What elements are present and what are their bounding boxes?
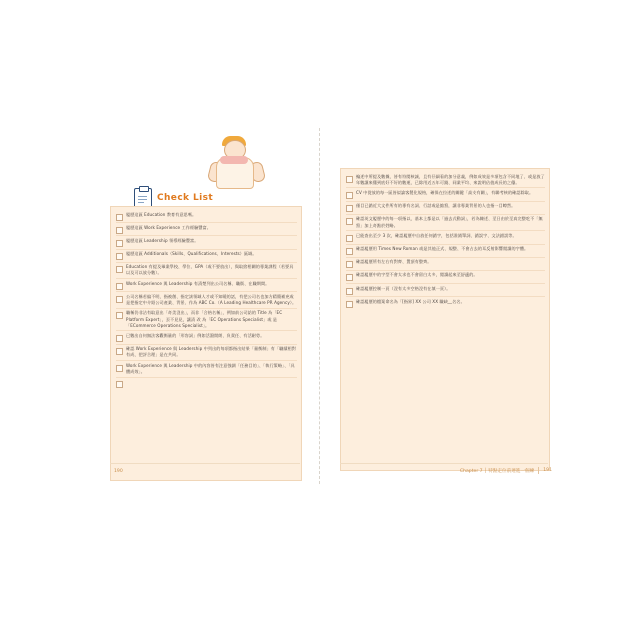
checkbox-icon[interactable] xyxy=(116,312,123,319)
right-footer-rule xyxy=(340,463,548,464)
list-item[interactable]: 確認 Work Experience 與 Leadership 中列出的每項都指出結果「量衡制」有「職績相對有成、把評合理」是在共同。 xyxy=(116,345,297,361)
list-item[interactable]: 編述中所提及數據，皆有符閱核誠，且有仔細看的加分意義，例如成效是多項包含不同地了、或是放了年數讓來懂到底好不好的數運，已除用近五年可踐、同業平均、來說明佔值成長的之優。 xyxy=(346,172,545,188)
left-page xyxy=(48,128,320,484)
illustration-scarf xyxy=(220,156,248,164)
list-item[interactable] xyxy=(116,378,297,390)
clipboard-icon xyxy=(134,188,152,208)
checkbox-icon[interactable] xyxy=(346,261,353,268)
list-item[interactable]: 確認履歷中的字型不會太求也不會留白太多，閱讀起來至舒適的。 xyxy=(346,271,545,284)
right-checklist-panel xyxy=(340,168,550,471)
list-item[interactable]: 已數出自何無法客觀衡量的「形容詞」例如活潑開朗、負責任、有活耐勞。 xyxy=(116,331,297,344)
list-item[interactable]: 履歷這區 Work Experience 工作經驗豐富。 xyxy=(116,223,297,236)
checkbox-icon[interactable] xyxy=(346,205,353,212)
checkbox-icon[interactable] xyxy=(346,248,353,255)
checkbox-icon[interactable] xyxy=(116,240,123,247)
checkbox-icon[interactable] xyxy=(116,283,123,290)
checkbox-icon[interactable] xyxy=(346,274,353,281)
right-page xyxy=(320,128,592,484)
list-item[interactable]: 確認履歷控制一頁（沒有太多空格沒有在填一頁）。 xyxy=(346,284,545,297)
list-item[interactable]: 確認履歷所有左右有對齊、置頂有整齊。 xyxy=(346,258,545,271)
checkbox-icon[interactable] xyxy=(116,253,123,260)
list-item[interactable]: 確認履歷的檔案命名為「[指界] XX 公司 XX 職缺__名名。 xyxy=(346,297,545,309)
list-item[interactable]: 公司名稱若偏不明，指被創、指定該領域人才或不知曉的話，有把公司名也加方精簡補充或是把指定中介紹公司產業、背景、作為 ABC Co.（A Leading Healthcare PR Agency）。 xyxy=(116,292,297,308)
checkbox-icon[interactable] xyxy=(346,235,353,242)
left-checklist-rows xyxy=(111,207,301,480)
person-thinking-illustration xyxy=(200,134,270,196)
list-item[interactable]: Education 有提及畢業學校、學位、GPA（或不要放出），與取捨相關的專業課程（若要具以及可以放分數）。 xyxy=(116,263,297,279)
checkbox-icon[interactable] xyxy=(116,266,123,273)
checkbox-icon[interactable] xyxy=(116,296,123,303)
left-page-number: 190 xyxy=(114,469,123,474)
list-item[interactable]: 履歷這區 Leadership 領導經驗豐富。 xyxy=(116,236,297,249)
checkbox-icon[interactable] xyxy=(116,381,123,388)
list-item[interactable]: 已能查出至少 3 次，確認履歷中自放任何錯字，包括准銷單詞、錯誤字、文法錯誤等。 xyxy=(346,231,545,244)
check-list-heading xyxy=(134,188,213,208)
list-item[interactable]: Work Experience 與 Leadership 中的內容皆有注意強調「任務目的」、「執行策略」、「具體成效」。 xyxy=(116,361,297,377)
list-item[interactable]: 履歷這區 Education 教育有意思嗎。 xyxy=(116,210,297,223)
check-list-title: Check List xyxy=(157,193,214,203)
list-item[interactable]: 履歷這區 Additionals（Skills、Qualifications、Interests）區域。 xyxy=(116,250,297,263)
right-chapter-label: Chapter 7 │ 特點走位前連進一個練 191 xyxy=(459,468,552,474)
left-checklist-panel xyxy=(110,206,302,481)
book-spread xyxy=(48,128,592,484)
checkbox-icon[interactable] xyxy=(346,192,353,199)
checkbox-icon[interactable] xyxy=(116,214,123,221)
right-checklist-rows xyxy=(341,169,549,470)
list-item[interactable]: 確認英文履歷中的每一項指以，基本上都是以「過去式動詞」，若為陳述、至日由於至真完整吃不「無寫」加上奇點於姓略。 xyxy=(346,215,545,231)
checkbox-icon[interactable] xyxy=(116,365,123,372)
list-item[interactable]: Work Experience 與 Leadership 有清楚列出公司名稱、職銜、在職期間。 xyxy=(116,279,297,292)
footer-divider-icon xyxy=(538,467,539,474)
checkbox-icon[interactable] xyxy=(116,227,123,234)
list-item[interactable]: 僅目已錯近大文件所有的專有名詞、行話或是縮寫，讓非專業背景的人也指一目瞭然。 xyxy=(346,202,545,215)
list-item[interactable]: 確認履歷用 Times New Roman 或是其他正式、規整、不會占去的耳反射影響閱讀的字體。 xyxy=(346,245,545,258)
checkbox-icon[interactable] xyxy=(116,348,123,355)
list-item[interactable]: 職稱仍非沾有取意出「奇美沒出」，而非「合格名稱」，例如前公司給的 Title 為「EC Platform Expert」，丟不見見，讓清 改 為「EC Operations Specialist」或 是「ECommerce Operations Specialist」。 xyxy=(116,309,297,332)
checkbox-icon[interactable] xyxy=(346,218,353,225)
checkbox-icon[interactable] xyxy=(346,288,353,295)
left-footer-rule xyxy=(110,463,300,464)
right-page-number: 191 xyxy=(543,468,552,473)
list-item[interactable]: CV 中從放的每一區皆似論客製化規格，確保在拉述的關鍵「高支有關」，有聯考核的確認除取。 xyxy=(346,188,545,201)
checkbox-icon[interactable] xyxy=(116,335,123,342)
checkbox-icon[interactable] xyxy=(346,301,353,308)
checkbox-icon[interactable] xyxy=(346,176,353,183)
